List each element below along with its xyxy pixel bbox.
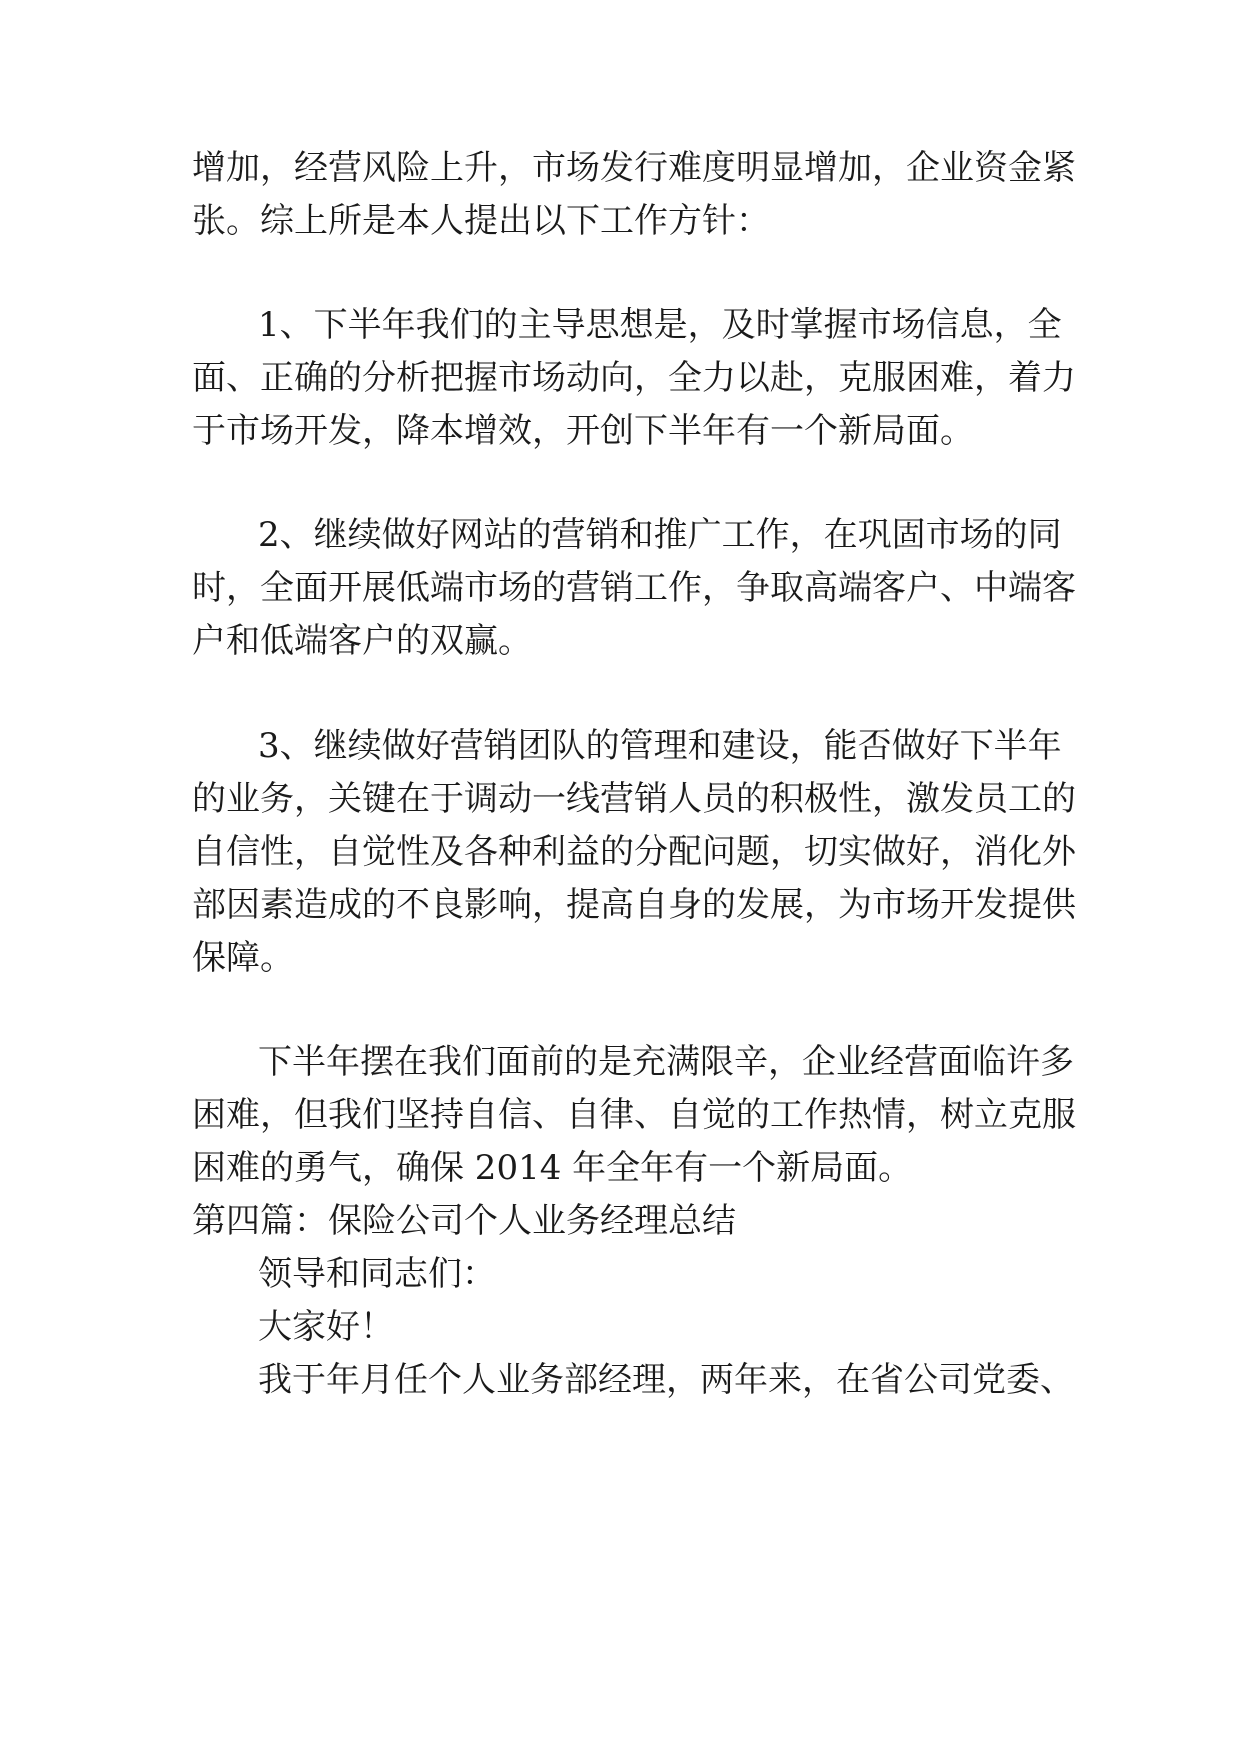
- paragraph-line: 下半年摆在我们面前的是充满限辛，企业经营面临许多: [258, 1042, 1074, 1082]
- list-item-line: 时，全面开展低端市场的营销工作，争取高端客户、中端客: [192, 568, 1076, 608]
- list-item-line: 自信性，自觉性及各种利益的分配问题，切实做好，消化外: [192, 832, 1076, 872]
- paragraph-line: 我于年月任个人业务部经理，两年来，在省公司党委、: [258, 1360, 1074, 1400]
- paragraph-line: 张。综上所是本人提出以下工作方针：: [192, 201, 770, 241]
- list-item-line: 于市场开发，降本增效，开创下半年有一个新局面。: [192, 411, 974, 451]
- list-item-line: 2、继续做好网站的营销和推广工作，在巩固市场的同: [258, 515, 1062, 555]
- list-item-line: 1、下半年我们的主导思想是，及时掌握市场信息，全: [258, 305, 1062, 345]
- section-heading: 第四篇：保险公司个人业务经理总结: [192, 1201, 736, 1241]
- list-item-line: 3、继续做好营销团队的管理和建设，能否做好下半年: [258, 726, 1062, 766]
- paragraph-line: 增加，经营风险上升，市场发行难度明显增加，企业资金紧: [192, 148, 1076, 188]
- list-item-line: 保障。: [192, 938, 294, 978]
- greeting-line: 大家好！: [258, 1307, 394, 1347]
- paragraph-line: 困难的勇气，确保 2014 年全年有一个新局面。: [192, 1148, 913, 1188]
- list-item-line: 面、正确的分析把握市场动向，全力以赴，克服困难，着力: [192, 358, 1076, 398]
- list-item-line: 部因素造成的不良影响，提高自身的发展，为市场开发提供: [192, 885, 1076, 925]
- paragraph-line: 困难，但我们坚持自信、自律、自觉的工作热情，树立克服: [192, 1095, 1076, 1135]
- salutation-line: 领导和同志们：: [258, 1254, 496, 1294]
- list-item-line: 户和低端客户的双赢。: [192, 621, 532, 661]
- list-item-line: 的业务，关键在于调动一线营销人员的积极性，激发员工的: [192, 779, 1076, 819]
